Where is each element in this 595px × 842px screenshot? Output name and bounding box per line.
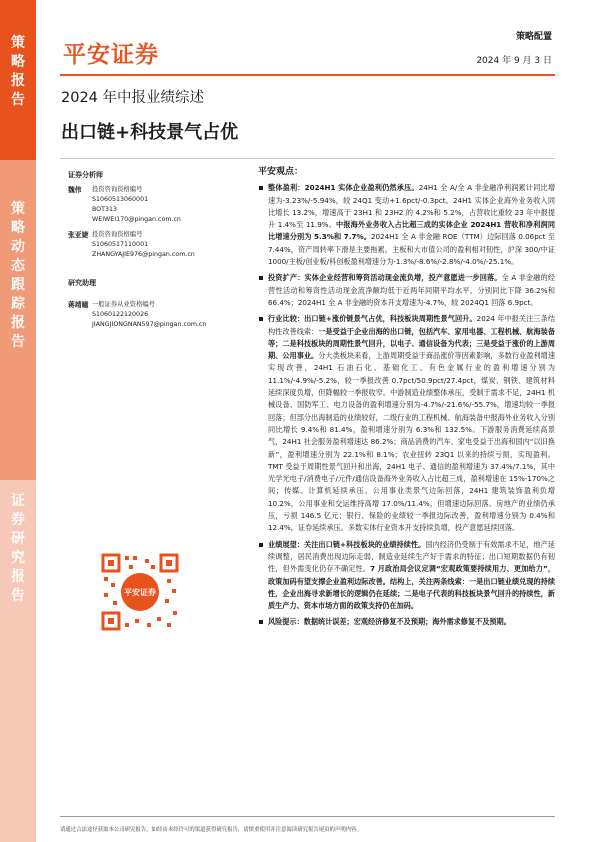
view-bullet-industry bbox=[258, 313, 555, 534]
sidebar-band-report-category bbox=[0, 160, 36, 480]
band-char: 态 bbox=[11, 258, 25, 274]
band-char: 证 bbox=[11, 493, 25, 509]
analyst-entry bbox=[68, 230, 244, 260]
band-char: 究 bbox=[11, 550, 25, 566]
analyst-email[interactable]: ZHANGYAJIE976@pingan.com.cn bbox=[92, 251, 195, 258]
bullet-text: 2024H1 全 A 非金融 ROE（TTM）边际回落 0.06pct 至 7.44%，资产周转率下滑是主要拖累。主板和大市值公司的盈利相对韧性，沪深 300/中证 1000/主板/创业板/科创板盈利增速分为-1.3%/-8.6%/-2.8%/-4.0%/-25.1%。 bbox=[268, 232, 555, 267]
band-char: 告 bbox=[11, 334, 25, 350]
document-date: 2024 年 9 月 3 日 bbox=[476, 56, 552, 66]
band-char: 策 bbox=[11, 201, 25, 217]
analyst-info: BOT313 bbox=[92, 206, 118, 213]
bullet-lead: 投资扩产：实体企业经营和筹资活动现金流负增，投产意愿进一步回落。 bbox=[268, 273, 502, 283]
analyst-name: 张亚婕 bbox=[68, 231, 89, 239]
qr-center-logo: 平安证券 bbox=[121, 573, 159, 611]
bullet-text: 2024 年中报关注三条结构性改善线索： bbox=[268, 314, 555, 336]
assistant-entry bbox=[68, 300, 244, 330]
assistant-email[interactable]: JIANGJIONGNAN597@pingan.com.cn bbox=[92, 321, 207, 328]
view-bullet-outlook bbox=[258, 539, 555, 613]
report-title: 出口链+科技景气占优 bbox=[61, 122, 239, 143]
analyst-panel bbox=[68, 170, 244, 335]
analyst-entry bbox=[68, 185, 244, 225]
analyst-info: 投资咨询资格编号 bbox=[92, 186, 143, 193]
company-logo: 平安证券 bbox=[63, 42, 159, 68]
document-type: 策略配置 bbox=[515, 32, 552, 42]
band-char: 券 bbox=[11, 512, 25, 528]
analyst-name: 魏伟 bbox=[68, 186, 82, 194]
footer-disclaimer: 请通过合法途径获取本公司研究报告，如经由未经许可的渠道获得研究报告，请慎重使用并注意阅读研究报告尾页的声明内容。 bbox=[60, 827, 362, 833]
bullet-lead: 风险提示：数据统计误差；宏观经济修复不及预期；海外需求修复不及预期。 bbox=[268, 617, 511, 627]
assistant-info: S1060122120026 bbox=[92, 311, 149, 318]
bullet-text: 分大类板块来看，上游周期受益于商品涨价等因素影响，多数行业盈利增速实现改善，24H1 石油石化、基础化工、有色金属行业的盈利增速分别为 11.1%/-4.9%/-5.2%，较一季报改善 0.7pct/50.9pct/27.4pct，煤炭、钢铁、建筑材料延续深度负增，但降幅较一季报收窄。中游制造业绩整体承压，受制于需求不足，24H1 机械设备、国防军工、电力设备的盈利增速分别为-4.7%/-21.6%/-55.7%，增速均较一季报回落；但部分出海制造的业绩较好，二级行业的工程机械、航海装备中报海外业务收入分别同比增长 9.4%和 81.4%，盈利增速分别为 6.3%和 132.5%。下游服务消费延续高景气，24H1 社会服务盈利增速达 86.2%；商品消费的汽车、家电受益于出海和国内“以旧换新”，盈利增速分别为 22.1%和 8.1%；农业扭转 23Q1 以来的持续亏损，实现盈利。TMT 受益于周期性景气回升和出海，24H1 电子、通信的盈利增速为 37.4%/7.1%，其中光学光电子/消费电子/元件/通信设备海外业务收入占比超三成，盈利增速在 15%-170%之间；传媒、计算机延续承压。公用事业类景气边际回落，24H1 建筑装饰盈利负增 10.2%，公用事业和交运维持高增 17.0%/11.4%，但增速边际回落。房地产的业绩仍承压，亏损 146.5 亿元；银行、保险的业绩较一季报边际改善，盈利增速分别为 0.4%和 12.4%，证券延续承压。多数实体行业资本开支持续负增，投产意愿延续回落。 bbox=[268, 351, 555, 533]
analyst-info: S1060513060001 bbox=[92, 196, 149, 203]
bullet-lead: 业绩展望：关注出口链+科技板块的业绩持续性。 bbox=[268, 539, 426, 549]
band-char: 告 bbox=[11, 92, 25, 108]
analyst-info: S1060517110001 bbox=[92, 241, 149, 248]
band-char: 告 bbox=[11, 588, 25, 604]
key-views bbox=[258, 166, 555, 633]
sidebar-band-report-type bbox=[0, 0, 36, 160]
report-subtitle: 2024 年中报业绩综述 bbox=[61, 90, 205, 106]
band-char: 跟 bbox=[11, 277, 25, 293]
header-divider bbox=[60, 74, 555, 76]
assistant-name: 蒋靖曈 bbox=[68, 301, 89, 309]
bullet-text: 国内经济仍受制于有效需求不足，地产延续调整，居民消费出现边际走弱，制造业延续生产好于需求的特征；出口短期数据仍有韧性，但外需变化仍存不确定性。 bbox=[268, 539, 555, 574]
bullet-text: 24H1 全 A/全 A 非金融净利润累计同比增速为-3.23%/-5.94%，较 24Q1 变动+1.6pct/-0.3pct。24H1 实体企业海外业务收入同比增长 13.2%，增速高于 23H1 和 23H2 的 4.2%和 5.2%，占营收比重较 23 年中报提升 1.4%至 11.9%。 bbox=[268, 183, 555, 230]
analysts-heading: 证券分析师 bbox=[68, 171, 103, 179]
bullet-text: 全 A 非金融的经营性活动和筹资性活动现金流净额均低于近两年同期平均水平，分别同比下降 36.2%和 66.4%；2024H1 全 A 非金融的资本开支增速为-4.7%，较 2024Q1 回落 6.9pct。 bbox=[268, 273, 555, 307]
analyst-info: 投资咨询资格编号 bbox=[92, 231, 143, 238]
band-char: 踪 bbox=[11, 296, 25, 312]
view-bullet-earnings bbox=[258, 182, 555, 268]
bullet-emphasis: 7 月政治局会议定调“宏观政策要持续用力、更加给力”，政策加码有望支撑企业盈利边际改善。结构上，关注两条线索：一是出口链业绩兑现的持续性，企业出海寻求新增长的逻辑仍在延续；二是电子代表的科技板块景气回升的持续性，新质生产力、资本市场方面的政策支持仍在加码。 bbox=[268, 564, 555, 611]
band-char: 研 bbox=[11, 531, 25, 547]
band-char: 策 bbox=[11, 35, 25, 51]
sidebar-band-research-report bbox=[0, 480, 36, 842]
title-divider bbox=[60, 158, 555, 159]
view-bullet-risk bbox=[258, 616, 555, 628]
bullet-lead: 整体盈利：2024H1 实体企业盈利仍然承压。 bbox=[268, 183, 419, 193]
views-heading: 平安观点： bbox=[258, 167, 304, 177]
band-char: 报 bbox=[11, 315, 25, 331]
analyst-email[interactable]: WEIWEI170@pingan.com.cn bbox=[92, 216, 181, 223]
assistants-heading: 研究助理 bbox=[68, 279, 96, 287]
bullet-lead: 行业比较：出口链+涨价链景气占优，科技板块周期性景气回升。 bbox=[268, 314, 477, 324]
band-char: 报 bbox=[11, 73, 25, 89]
band-char: 略 bbox=[11, 54, 25, 70]
bullet-emphasis: 一是受益于企业出海的出口链，包括汽车、家用电器、工程机械、航海装备等；二是科技板块的周期性景气回升，以电子、通信设备为代表；三是受益于涨价的上游周期、公用事业。 bbox=[268, 326, 555, 361]
footer-divider bbox=[60, 816, 555, 817]
bullet-emphasis: 中报海外业务收入占比超三成的实体企业 2024H1 营收和净利润同比增速分别为 5.3%和 7.7%。 bbox=[268, 220, 555, 242]
assistant-info: 一般证券从业资格编号 bbox=[92, 301, 155, 308]
band-char: 动 bbox=[11, 239, 25, 255]
view-bullet-investment bbox=[258, 272, 555, 309]
band-char: 略 bbox=[11, 220, 25, 236]
band-char: 报 bbox=[11, 569, 25, 585]
